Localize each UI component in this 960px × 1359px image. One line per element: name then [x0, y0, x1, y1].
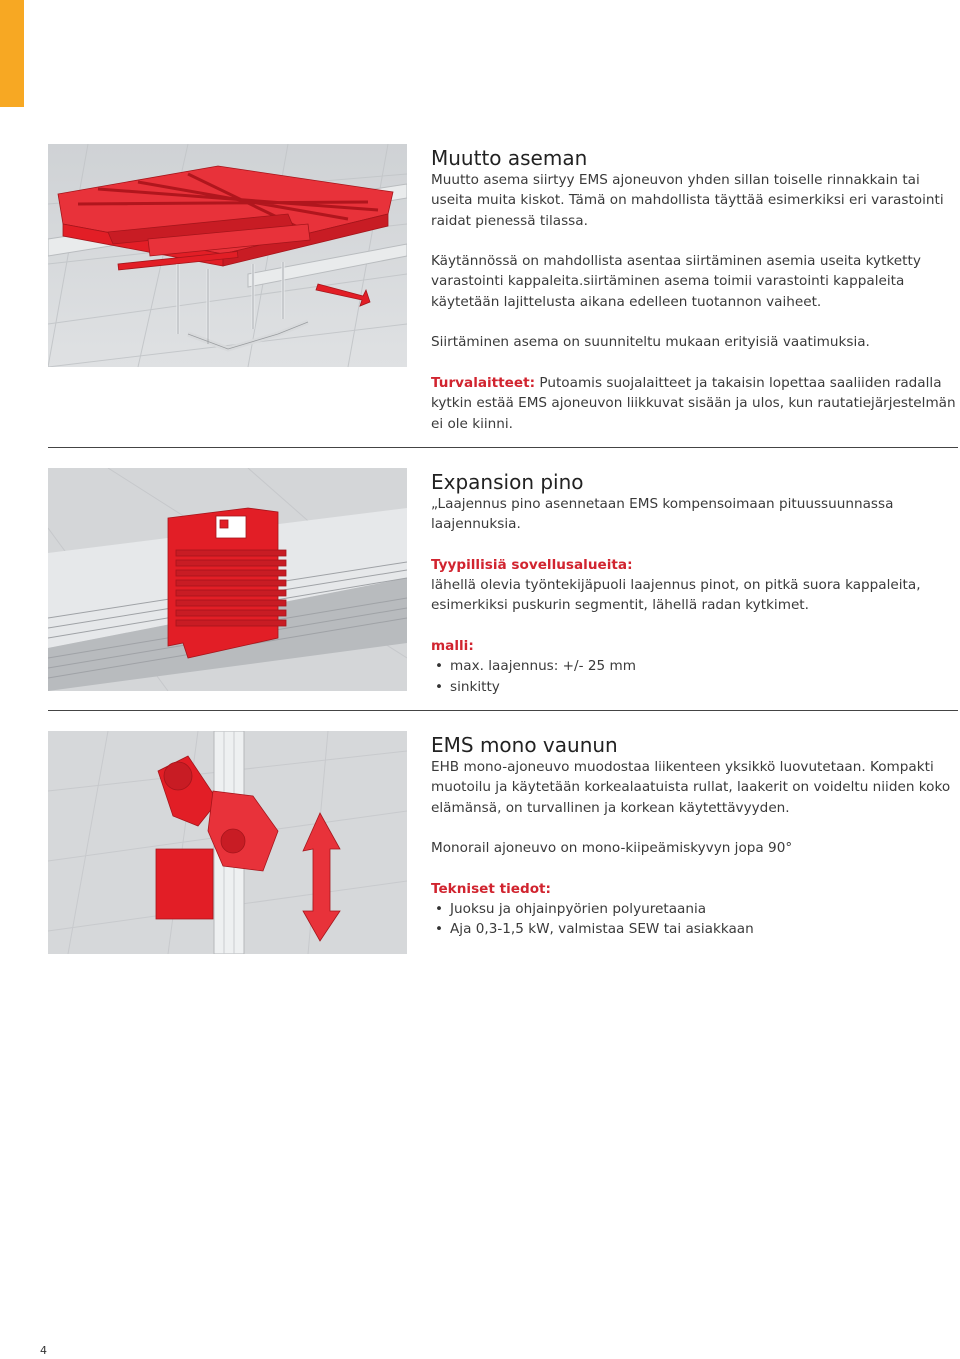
orange-corner-tab — [0, 0, 24, 107]
list-item: • Aja 0,3-1,5 kW, valmistaa SEW tai asiakkaan — [431, 919, 960, 939]
model-list — [431, 656, 960, 697]
model-label: malli: — [431, 638, 474, 655]
paragraph: Monorail ajoneuvo on mono-kiipeämiskyvyn jopa 90° — [431, 840, 793, 857]
safety-text: Putoamis suojalaitteet ja takaisin lopettaa saaliiden radalla kytkin estää EMS ajoneuvon liikkuvat sisään ja ulos, kun rautatiejärjestelmän ei ole kiinni. — [431, 374, 956, 432]
transfer-station-image — [48, 144, 407, 367]
list-item: • max. laajennus: +/- 25 mm — [431, 656, 960, 676]
applications-label: Tyypillisiä sovellusalueita: — [431, 556, 633, 573]
safety-paragraph — [431, 373, 960, 434]
section-title: Expansion pino — [431, 470, 584, 494]
paragraph: EHB mono-ajoneuvo muodostaa liikenteen yksikkö luovutetaan. Kompakti muotoilu ja käytetään korkealaatuista rullat, laakerit on voideltu niiden koko elämänsä, on turvallinen ja korkean käytettävyyden. — [431, 759, 951, 816]
expansion-joint-image — [48, 468, 407, 691]
tech-label: Tekniset tiedot: — [431, 880, 551, 897]
safety-label: Turvalaitteet: — [431, 374, 536, 391]
list-item: • Juoksu ja ohjainpyörien polyuretaania — [431, 899, 960, 919]
mono-trolley-image — [48, 731, 407, 954]
paragraph: Siirtäminen asema on suunniteltu mukaan erityisiä vaatimuksia. — [431, 334, 870, 351]
paragraph: Muutto asema siirtyy EMS ajoneuvon yhden sillan toiselle rinnakkain tai useita muita kiskot. Tämä on mahdollista täyttää esimerkiksi eri varastointi raidat pienessä tilassa. — [431, 172, 944, 229]
page-number: 4 — [40, 1344, 47, 1357]
section-divider — [48, 447, 958, 448]
list-item: • sinkitty — [431, 677, 960, 697]
section-title: Muutto aseman — [431, 146, 588, 170]
section-title: EMS mono vaunun — [431, 733, 618, 757]
tech-list — [431, 899, 960, 940]
paragraph: Käytännössä on mahdollista asentaa siirtäminen asemia useita kytketty varastointi kappaleita.siirtäminen asema toimii varastointi kappaleita käytetään lajittelusta aikana edelleen tuotannon vaiheet. — [431, 253, 921, 310]
applications-text: lähellä olevia työntekijäpuoli laajennus pinot, on pitkä suora kappaleita, esimerkiksi puskurin segmentit, lähellä radan kytkimet. — [431, 577, 921, 614]
section-divider — [48, 710, 958, 711]
paragraph: „Laajennus pino asennetaan EMS kompensoimaan pituussuunnassa laajennuksia. — [431, 496, 894, 533]
